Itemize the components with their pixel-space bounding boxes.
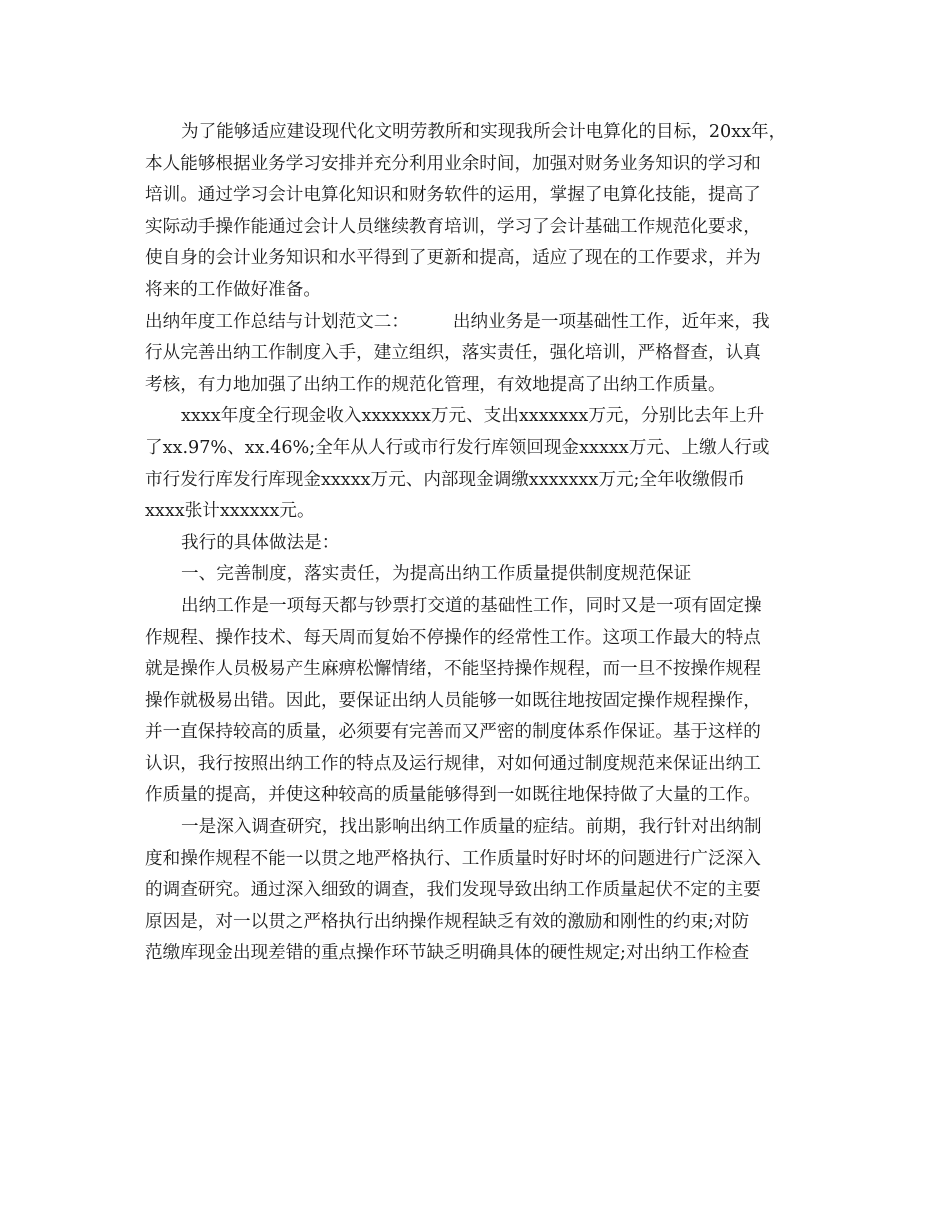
- text-line: 一是深入调查研究，找出影响出纳工作质量的症结。前期，我行针对出纳制: [181, 817, 762, 838]
- text-line: 并一直保持较高的质量，必须要有完善而又严密的制度体系作保证。基于这样的: [145, 722, 761, 743]
- text-line: 出纳年度工作总结与计划范文二： 出纳业务是一项基础性工作，近年来，我: [145, 311, 770, 332]
- text-line: 培训。通过学习会计电算化知识和财务软件的运用，掌握了电算化技能，提高了: [145, 185, 761, 206]
- text-line: 范缴库现金出现差错的重点操作环节缺乏明确具体的硬性规定;对出纳工作检查: [145, 943, 750, 964]
- text-line: 作规程、操作技术、每天周而复始不停操作的经常性工作。这项工作最大的特点: [145, 627, 761, 648]
- text-line: 了xx.97%、xx.46%;全年从人行或市行发行库领回现金xxxxx万元、上缴人行或: [145, 437, 770, 458]
- text-line: 原因是，对一以贯之严格执行出纳操作规程缺乏有效的激励和刚性的约束;对防: [145, 911, 750, 932]
- text-line: 将来的工作做好准备。: [145, 279, 321, 300]
- text-line: 操作就极易出错。因此，要保证出纳人员能够一如既往地按固定操作规程操作，: [145, 690, 761, 711]
- text-line: 就是操作人员极易产生麻痹松懈情绪，不能坚持操作规程，而一旦不按操作规程: [145, 659, 761, 680]
- text-line: 市行发行库发行库现金xxxxx万元、内部现金调缴xxxxxxx万元;全年收缴假币: [145, 469, 746, 490]
- text-line: 的调查研究。通过深入细致的调查，我们发现导致出纳工作质量起伏不定的主要: [145, 880, 761, 901]
- text-line: 考核，有力地加强了出纳工作的规范化管理，有效地提高了出纳工作质量。: [145, 374, 726, 395]
- text-line: xxxx年度全行现金收入xxxxxxx万元、支出xxxxxxx万元，分别比去年上升: [181, 406, 765, 427]
- text-line: 本人能够根据业务学习安排并充分利用业余时间，加强对财务业务知识的学习和: [145, 153, 761, 174]
- text-line: xxxx张计xxxxxx元。: [145, 501, 315, 522]
- text-line: 我行的具体做法是：: [181, 532, 340, 553]
- document-body: [145, 117, 810, 970]
- text-line: 使自身的会计业务知识和水平得到了更新和提高，适应了现在的工作要求，并为: [145, 248, 761, 269]
- text-line: 度和操作规程不能一以贯之地严格执行、工作质量时好时坏的问题进行广泛深入: [145, 848, 761, 869]
- text-line: 出纳工作是一项每天都与钞票打交道的基础性工作，同时又是一项有固定操: [181, 595, 762, 616]
- text-line: 一、完善制度，落实责任，为提高出纳工作质量提供制度规范保证: [181, 564, 692, 585]
- text-line: 认识，我行按照出纳工作的特点及运行规律，对如何通过制度规范来保证出纳工: [145, 753, 761, 774]
- text-line: 行从完善出纳工作制度入手，建立组织，落实责任，强化培训，严格督查，认真: [145, 343, 761, 364]
- text-line: 实际动手操作能通过会计人员继续教育培训，学习了会计基础工作规范化要求，: [145, 216, 761, 237]
- text-line: 作质量的提高，并使这种较高的质量能够得到一如既往地保持做了大量的工作。: [145, 785, 761, 806]
- text-line: 为了能够适应建设现代化文明劳教所和实现我所会计电算化的目标，20xx年，: [181, 122, 787, 142]
